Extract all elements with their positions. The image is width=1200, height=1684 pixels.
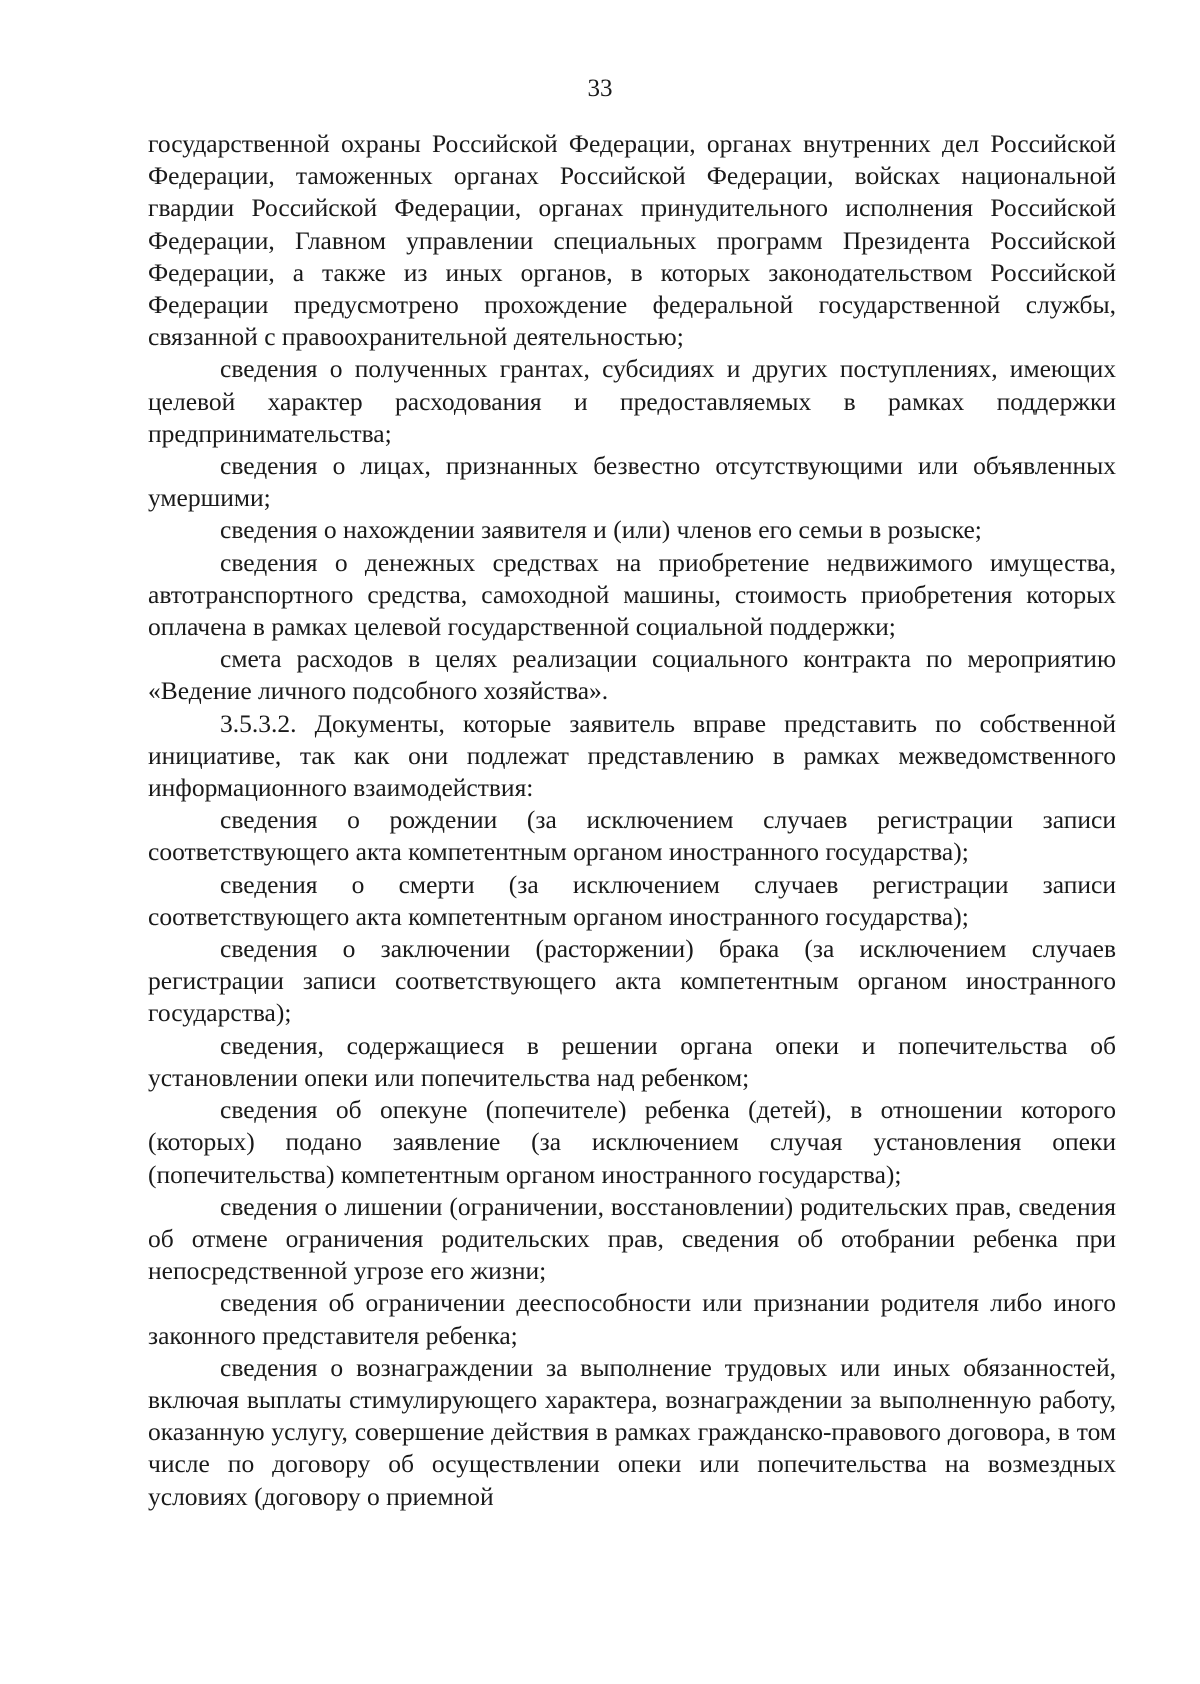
paragraph: сведения о рождении (за исключением случаев регистрации записи соответствующего акта компетентным органом иностранного государства); bbox=[148, 805, 1116, 867]
paragraph: сведения об ограничении дееспособности или признании родителя либо иного законного представителя ребенка; bbox=[148, 1288, 1116, 1350]
paragraph: сведения о смерти (за исключением случаев регистрации записи соответствующего акта компетентным органом иностранного государства); bbox=[148, 869, 1116, 931]
paragraph: сведения об опекуне (попечителе) ребенка (детей), в отношении которого (которых) подано заявление (за исключением случая установления опеки (попечительства) компетентным органом иностранного государства); bbox=[148, 1095, 1116, 1189]
paragraph: сведения о заключении (расторжении) брака (за исключением случаев регистрации записи соответствующего акта компетентным органом иностранного государства); bbox=[148, 934, 1116, 1028]
paragraph: сведения о нахождении заявителя и (или) членов его семьи в розыске; bbox=[220, 515, 982, 545]
paragraph: сведения о лицах, признанных безвестно отсутствующими или объявленных умершими; bbox=[148, 451, 1116, 513]
paragraph: сведения о вознаграждении за выполнение трудовых или иных обязанностей, включая выплаты стимулирующего характера, вознаграждении за выполненную работу, оказанную услугу, совершение действия в рамках гражданско-правового договора, в том числе по договору об осуществлении опеки или попечительства на возмездных условиях (договору о приемной bbox=[148, 1352, 1116, 1511]
paragraph-continuation: государственной охраны Российской Федерации, органах внутренних дел Российской Федерации, таможенных органах Российской Федерации, войсках национальной гвардии Российской Федерации, органах принудительного исполнения Российской Федерации, Главном управлении специальных программ Президента Российской Федерации, а также из иных органов, в которых законодательством Российской Федерации предусмотрено прохождение федеральной государственной службы, связанной с правоохранительной деятельностью; bbox=[148, 129, 1116, 352]
paragraph: сведения о лишении (ограничении, восстановлении) родительских прав, сведения об отмене ограничения родительских прав, сведения об отобрании ребенка при непосредственной угрозе его жизни; bbox=[148, 1191, 1116, 1286]
paragraph: смета расходов в целях реализации социального контракта по мероприятию «Ведение личного подсобного хозяйства». bbox=[148, 644, 1116, 706]
paragraph: сведения о денежных средствах на приобретение недвижимого имущества, автотранспортного средства, самоходной машины, стоимость приобретения которых оплачена в рамках целевой государственной социальной поддержки; bbox=[148, 547, 1116, 642]
section-heading-paragraph: 3.5.3.2. Документы, которые заявитель вправе представить по собственной инициативе, так как они подлежат представлению в рамках межведомственного информационного взаимодействия: bbox=[148, 708, 1116, 803]
paragraph: сведения, содержащиеся в решении органа опеки и попечительства об установлении опеки или попечительства над ребенком; bbox=[148, 1030, 1116, 1092]
page-number: 33 bbox=[587, 75, 613, 102]
paragraph: сведения о полученных грантах, субсидиях и других поступлениях, имеющих целевой характер расходования и предоставляемых в рамках поддержки предпринимательства; bbox=[148, 354, 1116, 448]
document-body bbox=[148, 128, 1116, 1513]
